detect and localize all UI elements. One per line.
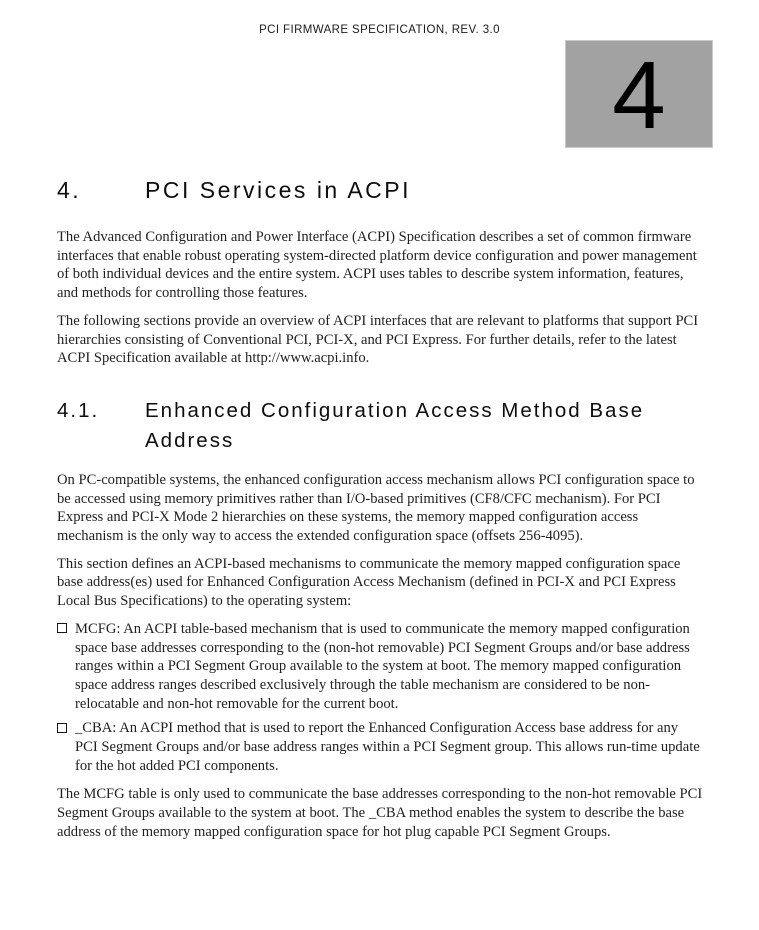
list-item (57, 719, 703, 775)
chapter-title-text: PCI Services in ACPI (145, 177, 412, 203)
square-bullet-icon (57, 623, 67, 633)
closing-paragraph: The MCFG table is only used to communicate the base addresses corresponding to the non-hot removable PCI Segment Groups available to the system at boot. The _CBA method enables the system to describe the base address of the memory mapped configuration space for hot plug capable PCI Segment Groups. (57, 786, 703, 840)
chapter-tab-number: 4 (612, 42, 666, 149)
list-item-text: MCFG: An ACPI table-based mechanism that is used to communicate the memory mapped configuration space base addresses corresponding to the (non-hot removable) PCI Segment Groups and/or base address ranges within a PCI Segment Group available to the system at boot. The memory mapped configuration space address ranges described exclusively through the table mechanism are considered to be non-relocatable and non-hot removable for the current boot. (75, 620, 690, 712)
intro-paragraph-2: The following sections provide an overview of ACPI interfaces that are relevant to platforms that support PCI hierarchies consisting of Conventional PCI, PCI-X, and PCI Express. For further details, refer to the latest ACPI Specification available at http://www.acpi.info. (57, 312, 699, 367)
running-header: PCI FIRMWARE SPECIFICATION, REV. 3.0 (259, 24, 500, 36)
square-bullet-icon (57, 723, 67, 733)
page-body (57, 176, 703, 851)
chapter-title-number: 4. (57, 177, 82, 203)
list-item (57, 620, 703, 714)
section-heading-4-1 (57, 396, 703, 456)
intro-paragraph-1: The Advanced Configuration and Power Interface (ACPI) Specification describes a set of common firmware interfaces that enable robust operating system-directed platform device configuration and power management of both individual devices and the entire system. ACPI uses tables to describe system information, features, and methods for controlling those features. (57, 229, 697, 302)
section-title-text: Enhanced Configuration Access Method Base Address (145, 398, 645, 452)
chapter-tab-box (565, 40, 713, 148)
bullet-list (57, 620, 703, 776)
section-number: 4.1. (57, 398, 100, 422)
section-paragraph-2: This section defines an ACPI-based mechanisms to communicate the memory mapped configuration space base address(es) used for Enhanced Configuration Access Mechanism (defined in PCI-X and PCI Express Local Bus Specifications) to the operating system: (57, 555, 681, 610)
chapter-title (57, 176, 703, 204)
list-item-text: _CBA: An ACPI method that is used to report the Enhanced Configuration Access base address for any PCI Segment Groups and/or base address ranges within a PCI Segment group. This allows run-time update for the hot added PCI components. (75, 720, 700, 774)
section-paragraph-1: On PC-compatible systems, the enhanced configuration access mechanism allows PCI configuration space to be accessed using memory primitives rather than I/O-based primitives (CF8/CFC mechanism). For PCI Express and PCI-X Mode 2 hierarchies on these systems, the memory mapped configuration access mechanism is the only way to access the extended configuration space (offsets 256-4095). (57, 471, 695, 545)
